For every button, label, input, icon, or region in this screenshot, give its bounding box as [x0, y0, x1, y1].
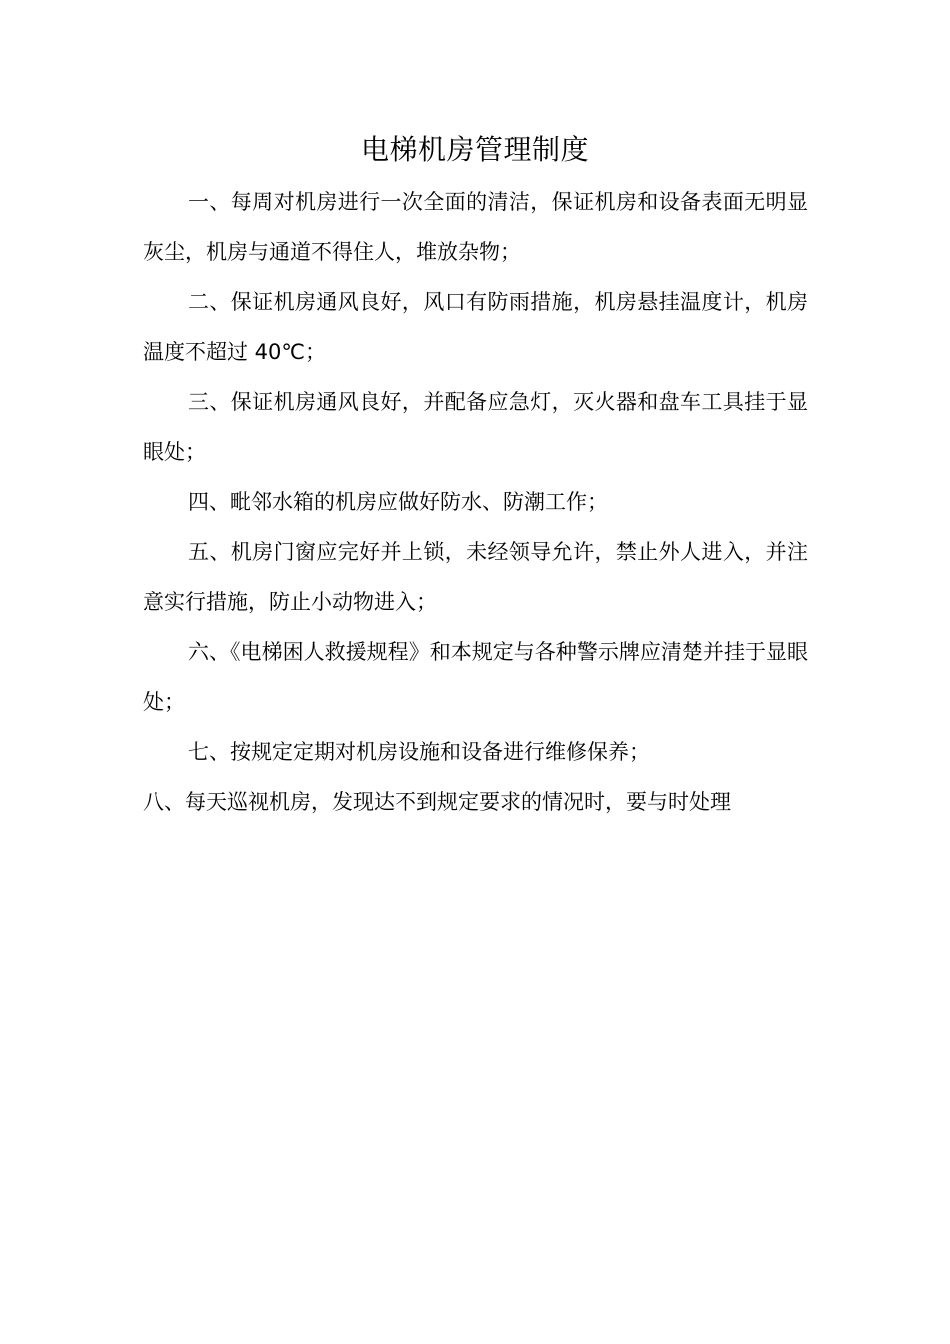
paragraph-8: 八、每天巡视机房，发现达不到规定要求的情况时，要与时处理 — [143, 790, 731, 814]
document-title: 电梯机房管理制度 — [360, 133, 589, 166]
paragraph-6: 六、《电梯困人救援规程》和本规定与各种警示牌应清楚并挂于显眼处； — [143, 640, 808, 714]
paragraph-1: 一、每周对机房进行一次全面的清洁，保证机房和设备表面无明显灰尘，机房与通道不得住人，堆放杂物； — [143, 190, 808, 264]
paragraph-7: 七、按规定定期对机房设施和设备进行维修保养； — [188, 740, 650, 764]
document-body — [143, 177, 808, 827]
paragraph-3: 三、保证机房通风良好，并配备应急灯，灭火器和盘车工具挂于显眼处； — [143, 390, 808, 464]
paragraph-4: 四、毗邻水箱的机房应做好防水、防潮工作； — [188, 490, 608, 514]
paragraph-5: 五、机房门窗应完好并上锁，未经领导允许，禁止外人进入，并注意实行措施，防止小动物进入； — [143, 540, 808, 614]
paragraph-2: 二、保证机房通风良好，风口有防雨措施，机房悬挂温度计，机房温度不超过 40℃； — [143, 290, 808, 364]
